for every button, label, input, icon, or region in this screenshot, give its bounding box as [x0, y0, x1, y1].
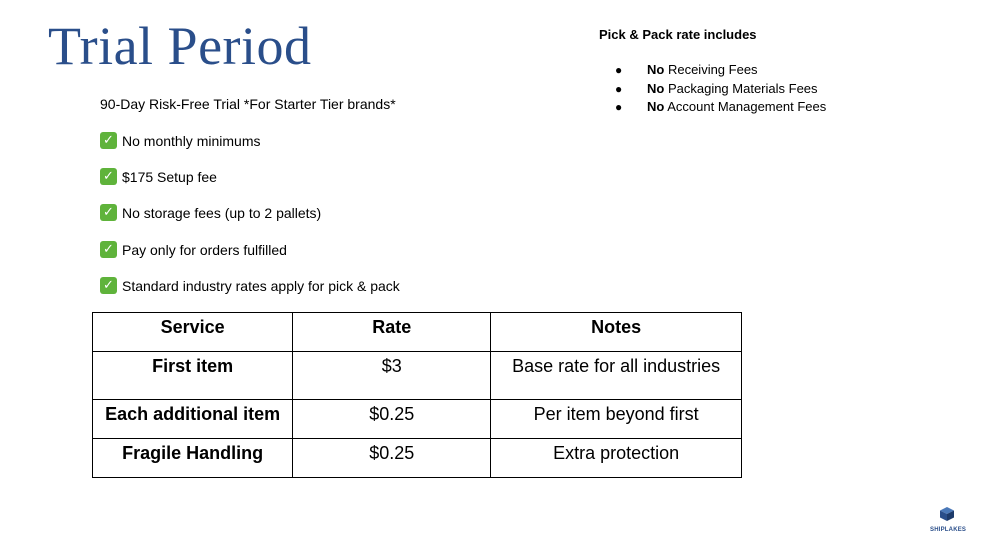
includes-item-text: Packaging Materials Fees: [664, 80, 818, 96]
includes-list: [599, 61, 826, 117]
includes-item: [599, 80, 826, 99]
check-mark-icon: ✓: [100, 241, 117, 258]
page-title: Trial Period: [48, 16, 312, 76]
cell-rate: $0.25: [293, 400, 491, 439]
trial-subtitle: 90-Day Risk-Free Trial *For Starter Tier brands*: [100, 96, 396, 112]
bullet-icon: ●: [615, 81, 623, 96]
checklist-item-text: Pay only for orders fulfilled: [122, 241, 287, 258]
cell-service: Fragile Handling: [93, 439, 293, 478]
rates-table: [92, 312, 742, 478]
table-header-row: [93, 313, 742, 352]
table-row: [93, 400, 742, 439]
checklist-item-text: Standard industry rates apply for pick & pack: [122, 277, 400, 294]
cube-logo-icon: [939, 506, 955, 522]
bullet-icon: ●: [615, 63, 623, 77]
cell-service: First item: [93, 352, 293, 400]
cell-notes: Per item beyond first: [491, 400, 742, 439]
cell-notes: Extra protection: [491, 439, 742, 478]
check-mark-icon: ✓: [100, 132, 117, 149]
header-rate: Rate: [293, 313, 491, 352]
table-row: [93, 352, 742, 400]
includes-item-bold: No: [647, 99, 665, 114]
checklist-item: [100, 204, 400, 240]
header-service: Service: [93, 313, 293, 352]
checklist-item: [100, 168, 400, 204]
company-logo: [930, 506, 967, 533]
includes-item-text: Account Management Fees: [664, 99, 827, 114]
includes-item-bold: No: [647, 62, 665, 77]
check-mark-icon: ✓: [100, 204, 117, 221]
bullet-icon: ●: [615, 100, 623, 114]
cell-rate: $0.25: [293, 439, 491, 478]
includes-item-text: Receiving Fees: [664, 62, 758, 77]
checklist-item: [100, 241, 400, 277]
pick-pack-includes: [599, 27, 826, 117]
cell-rate: $3: [293, 352, 491, 400]
cell-service: Each additional item: [93, 400, 293, 439]
includes-item: [599, 98, 826, 117]
check-mark-icon: ✓: [100, 277, 117, 294]
includes-item-bold: No: [647, 80, 665, 96]
checklist-item: [100, 132, 400, 168]
header-notes: Notes: [491, 313, 742, 352]
checklist-item-text: No storage fees (up to 2 pallets): [122, 205, 322, 222]
logo-label: SHIPLAKES: [930, 527, 967, 533]
checklist-item-text: $175 Setup fee: [122, 169, 217, 186]
check-mark-icon: ✓: [100, 168, 117, 185]
benefits-checklist: [100, 132, 400, 313]
checklist-item: [100, 277, 400, 313]
cell-notes: Base rate for all industries: [491, 352, 742, 400]
includes-item: [599, 61, 826, 80]
includes-title: Pick & Pack rate includes: [599, 27, 757, 42]
table-row: [93, 439, 742, 478]
checklist-item-text: No monthly minimums: [122, 133, 261, 149]
